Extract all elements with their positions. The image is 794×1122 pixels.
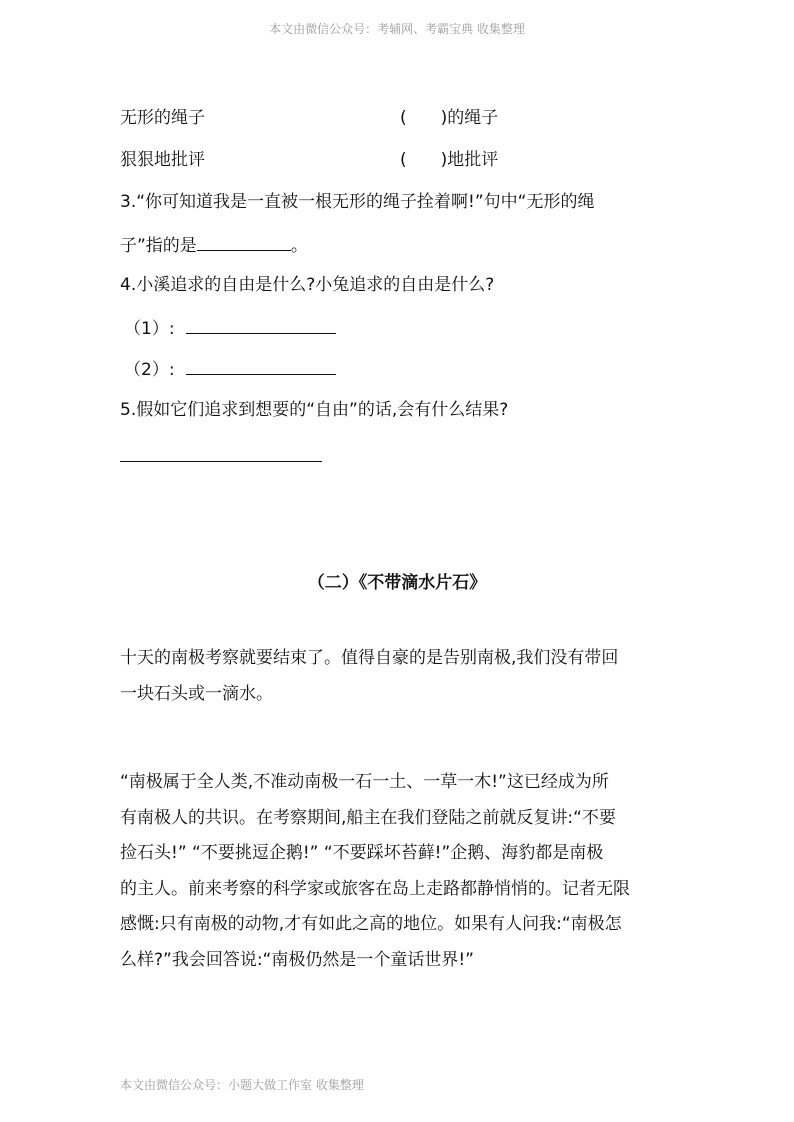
item-label: （1）: (124, 319, 175, 339)
phrase-row (120, 150, 499, 170)
question-4: 4.小溪追求的自由是什么?小兔追求的自由是什么? (120, 275, 495, 295)
page-footer-watermark: 本文由微信公众号：小题大做工作室 收集整理 (120, 1078, 364, 1092)
question-5: 5.假如它们追求到想要的“自由”的话,会有什么结果? (120, 400, 509, 420)
question-4-item-1 (124, 317, 336, 339)
phrase-left: 无形的绳子 (120, 108, 205, 128)
item-label: （2）: (124, 360, 175, 380)
answer-blank[interactable] (186, 317, 336, 334)
paragraph-line: 感慨:只有南极的动物,才有如此之高的地位。如果有人问我:“南极怎 (120, 914, 622, 935)
paragraph-line: “南极属于全人类,不准动南极一石一土、一草一木!”这已经成为所 (120, 772, 609, 792)
paragraph-line: 么样?”我会回答说:“南极仍然是一个童话世界!” (120, 949, 474, 970)
paragraph-line: 十天的南极考察就要结束了。值得自豪的是告别南极,我们没有带回 (120, 648, 619, 668)
answer-blank[interactable] (197, 234, 291, 251)
phrase-row (120, 108, 499, 128)
paragraph-line: 的主人。前来考察的科学家或旅客在岛上走路都静悄悄的。记者无限 (120, 878, 630, 899)
question-3-suffix: 。 (290, 236, 308, 256)
question-4-item-2 (124, 358, 336, 380)
answer-line[interactable] (120, 461, 322, 462)
section-title: （二）《不带滴水片石》 (307, 573, 487, 593)
paragraph-1 (120, 641, 680, 712)
paragraph-line: 捡石头!” “不要挑逗企鹅!” “不要踩坏苔藓!”企鹅、海豹都是南极 (120, 843, 604, 864)
phrase-right-blank: ( )的绳子 (400, 108, 499, 128)
question-3-line-1: 3.“你可知道我是一直被一根无形的绳子拴着啊!”句中“无形的绳 (120, 192, 595, 212)
answer-blank[interactable] (186, 358, 336, 375)
page-header-watermark: 本文由微信公众号：考辅网、考霸宝典 收集整理 (269, 22, 525, 36)
paragraph-line: 有南极人的共识。在考察期间,船主在我们登陆之前就反复讲:“不要 (120, 807, 616, 828)
phrase-right-blank: ( )地批评 (400, 150, 499, 170)
question-3-line-2 (120, 234, 308, 256)
paragraph-2 (120, 765, 680, 979)
question-3-prefix: 子”指的是 (120, 236, 197, 256)
paragraph-line: 一块石头或一滴水。 (120, 683, 273, 704)
phrase-left: 狠狠地批评 (120, 150, 205, 170)
